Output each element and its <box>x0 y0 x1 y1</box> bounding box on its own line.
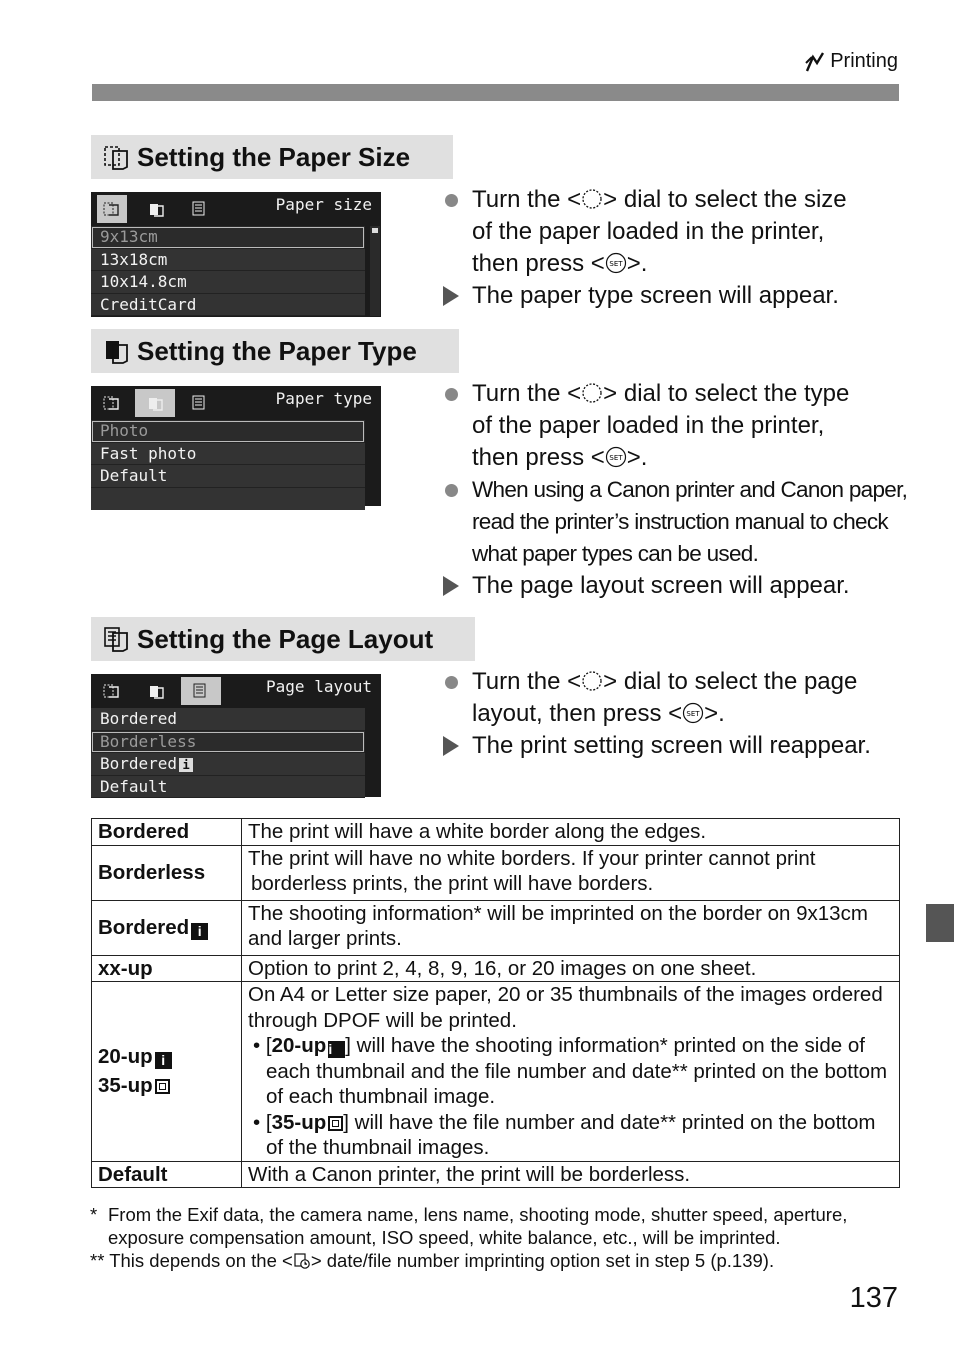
footnote-text: exposure compensation amount, ISO speed, white balance, etc., will be imprinted. <box>108 1227 781 1248</box>
paper-size-instructions <box>440 184 910 312</box>
table-desc <box>242 982 900 1162</box>
step-text: The page layout screen will appear. <box>472 572 850 599</box>
menu-item-label: Bordered <box>100 754 178 773</box>
info-icon: i <box>191 923 208 940</box>
step-text: Turn the < <box>472 380 582 407</box>
step-result <box>440 730 910 762</box>
tab-paper-type-icon[interactable] <box>141 677 171 705</box>
step-text: >. <box>626 444 648 471</box>
section-heading-text: Setting the Paper Type <box>137 335 417 366</box>
table-row <box>92 955 900 982</box>
page-layout-icon <box>103 625 133 653</box>
table-bullet: • [35-up ] will have the file number and date** printed on the bottom of the thumbnail images. <box>253 1110 876 1159</box>
step-note <box>440 474 910 570</box>
table-desc: Option to print 2, 4, 8, 9, 16, or 20 images on one sheet. <box>242 955 900 982</box>
bullet-dot-icon <box>445 676 458 689</box>
info-icon: i <box>179 758 193 772</box>
paper-size-icon <box>103 143 133 171</box>
table-desc <box>242 845 900 900</box>
paper-type-icon <box>103 337 133 365</box>
set-button-icon <box>605 252 627 274</box>
table-key <box>92 982 242 1162</box>
result-arrow-icon <box>443 576 459 596</box>
tab-paper-size-icon[interactable] <box>97 677 127 705</box>
step-text: Turn the < <box>472 668 582 695</box>
svg-text:SET: SET <box>609 454 623 462</box>
step-text: The print setting screen will reappear. <box>472 732 871 759</box>
table-desc-para: On A4 or Letter size paper, 20 or 35 thumbnails of the images ordered through DPOF will be printed. <box>248 983 883 1032</box>
bullet-label: 35-up <box>271 1110 327 1134</box>
step-text: >. <box>626 250 648 277</box>
info-icon: i <box>155 1052 172 1069</box>
top-rule <box>92 84 899 101</box>
layout-options-table <box>91 818 900 1188</box>
footnote-mark: * <box>90 1204 98 1225</box>
table-row <box>92 819 900 846</box>
step-text: > dial to select the size <box>603 186 847 213</box>
section-heading-paper-size <box>91 135 453 179</box>
quick-control-dial-icon <box>581 382 603 404</box>
menu-item-default[interactable]: Default <box>91 465 365 488</box>
menu-item-10x14-8cm[interactable]: 10x14.8cm <box>91 271 365 294</box>
table-desc-line: The print will have no white borders. If your printer cannot print <box>248 846 816 870</box>
bullet-dot-icon <box>445 388 458 401</box>
table-bullet: • [20-up i ] will have the shooting information* printed on the side of each thumbnail and the file number and date** printed on the bottom of each thumbnail image. <box>253 1034 888 1108</box>
bullet-dot-icon <box>445 194 458 207</box>
set-button-icon <box>682 702 704 724</box>
table-key: xx-up <box>92 955 242 982</box>
table-key: Default <box>92 1161 242 1188</box>
table-row <box>92 845 900 900</box>
step-result <box>440 570 910 602</box>
menu-item-9x13cm[interactable]: 9x13cm <box>91 226 365 249</box>
step-text: then press < <box>472 444 605 471</box>
date-file-number-icon <box>293 1252 311 1270</box>
menu-item-empty <box>91 488 365 511</box>
section-heading-page-layout <box>91 617 475 661</box>
table-desc-line: borderless prints, the print will have borders. <box>251 872 654 895</box>
screen-title: Page layout <box>266 677 372 696</box>
paper-type-instructions <box>440 378 910 602</box>
footnote-text: > date/file number imprinting option set in step 5 (p.139). <box>310 1250 775 1271</box>
step-text: of the paper loaded in the printer, <box>472 412 825 439</box>
menu-item-borderless[interactable]: Borderless <box>91 731 365 754</box>
section-heading-text: Setting the Page Layout <box>137 623 434 654</box>
section-heading-text: Setting the Paper Size <box>137 141 411 172</box>
table-row <box>92 1161 900 1188</box>
table-row <box>92 982 900 1162</box>
page-number: 137 <box>849 1282 898 1314</box>
chapter-tab <box>926 904 954 942</box>
step-item <box>440 666 910 730</box>
page-layout-instructions <box>440 666 910 762</box>
footnotes <box>90 1203 905 1272</box>
step-text: > dial to select the type <box>603 380 850 407</box>
set-button-icon <box>605 446 627 468</box>
table-key: Bordered <box>92 819 242 846</box>
table-desc: With a Canon printer, the print will be borderless. <box>242 1161 900 1188</box>
footnote-mark: ** <box>90 1250 105 1271</box>
bullet-label: 20-up <box>271 1034 327 1057</box>
screen-title: Paper size <box>275 195 372 214</box>
printer-direct-icon <box>804 51 826 73</box>
table-desc: The shooting information* will be imprinted on the border on 9x13cm and larger prints. <box>242 900 900 955</box>
step-text: Turn the < <box>472 186 582 213</box>
tab-paper-size-icon[interactable] <box>97 195 127 223</box>
step-result <box>440 280 910 312</box>
tab-page-layout-icon[interactable] <box>185 389 215 417</box>
quick-control-dial-icon <box>581 670 603 692</box>
section-heading-paper-type <box>91 329 459 373</box>
lcd-page-layout-screen <box>91 674 381 797</box>
footnote-text: This depends on the < <box>109 1250 293 1271</box>
thumbnail-frame-icon <box>328 1116 343 1131</box>
step-item <box>440 184 910 280</box>
table-key: Borderless <box>92 845 242 900</box>
thumbnail-frame-icon <box>155 1079 170 1094</box>
screen-title: Paper type <box>275 389 372 408</box>
tab-paper-type-icon[interactable] <box>141 195 171 223</box>
table-key-text: 20-up <box>98 1045 153 1069</box>
step-text: layout, then press < <box>472 700 683 727</box>
menu-item-bordered-info[interactable] <box>91 753 365 776</box>
svg-text:SET: SET <box>609 260 623 268</box>
step-text: >. <box>704 700 725 727</box>
step-text: then press < <box>472 250 605 277</box>
tab-paper-size-icon[interactable] <box>97 389 127 417</box>
table-row <box>92 900 900 955</box>
lcd-paper-type-screen <box>91 386 381 506</box>
step-item <box>440 378 910 474</box>
menu-item-13x18cm[interactable]: 13x18cm <box>91 249 365 272</box>
info-icon: i <box>328 1041 345 1058</box>
bullet-text: ] will have the file number and date** printed on the bottom of the thumbnail images. <box>266 1110 876 1159</box>
table-key-text: 35-up <box>98 1073 153 1097</box>
running-head-text: Printing <box>830 50 898 72</box>
table-key <box>92 900 242 955</box>
menu-item-photo[interactable]: Photo <box>91 420 365 443</box>
step-text: The paper type screen will appear. <box>472 282 839 309</box>
svg-text:SET: SET <box>686 710 700 718</box>
step-text: of the paper loaded in the printer, <box>472 218 825 245</box>
table-desc: The print will have a white border along the edges. <box>242 819 900 846</box>
step-text: > dial to select the page <box>603 668 858 695</box>
tab-page-layout-icon[interactable] <box>181 677 221 705</box>
footnote-2 <box>90 1249 905 1272</box>
menu-item-default[interactable]: Default <box>91 776 365 799</box>
tab-paper-type-icon[interactable] <box>135 389 175 417</box>
result-arrow-icon <box>443 736 459 756</box>
lcd-paper-size-screen <box>91 192 381 317</box>
footnote-text: From the Exif data, the camera name, lens name, shooting mode, shutter speed, aperture, <box>108 1204 848 1225</box>
menu-item-bordered[interactable]: Bordered <box>91 708 365 731</box>
result-arrow-icon <box>443 286 459 306</box>
scrollbar[interactable] <box>370 226 380 316</box>
footnote-1 <box>90 1203 905 1249</box>
bullet-dot-icon <box>445 484 458 497</box>
running-head <box>804 50 898 73</box>
menu-item-fast-photo[interactable]: Fast photo <box>91 443 365 466</box>
tab-page-layout-icon[interactable] <box>185 195 215 223</box>
scrollbar-thumb[interactable] <box>372 228 378 233</box>
table-key-text: Bordered <box>98 915 190 939</box>
bullet-text: ] will have the shooting information* printed on the side of each thumbnail and the file number and date** printed on the bottom of each thumbnail image. <box>266 1034 888 1108</box>
quick-control-dial-icon <box>581 188 603 210</box>
menu-item-creditcard[interactable]: CreditCard <box>91 294 365 317</box>
step-text: When using a Canon printer and Canon paper, read the printer’s instruction manual to check what paper types can be used. <box>472 477 908 566</box>
